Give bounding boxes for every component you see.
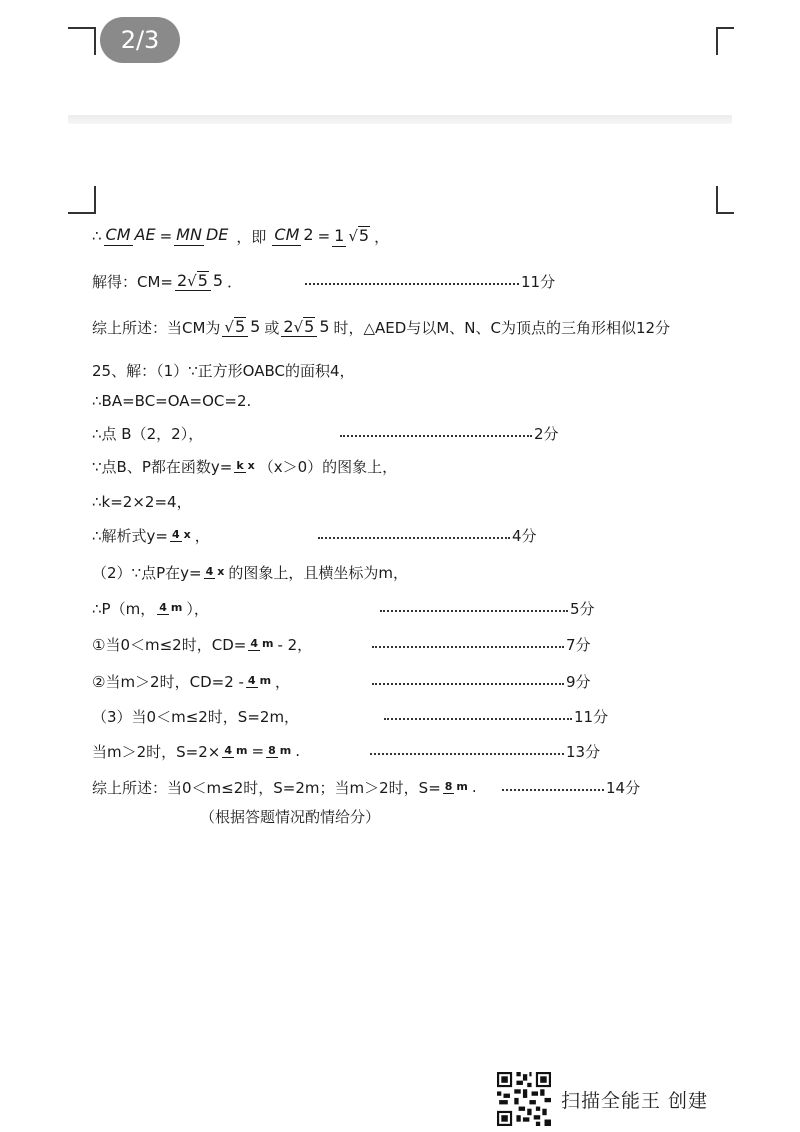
- fraction: [157, 601, 184, 616]
- denominator: 5: [250, 316, 261, 336]
- text: =: [159, 227, 173, 245]
- denominator: [346, 225, 372, 245]
- radicand: 5: [304, 316, 315, 336]
- radical-sign: √: [293, 317, 304, 336]
- score: 14分: [606, 778, 641, 797]
- fraction: [281, 317, 331, 338]
- score-leader: [305, 261, 555, 301]
- numerator: [222, 317, 248, 338]
- fraction: [332, 225, 372, 247]
- text: （x＞0）的图象上，: [258, 457, 398, 476]
- fraction: [266, 744, 293, 759]
- denominator: m: [261, 636, 274, 650]
- denominator: m: [456, 779, 468, 793]
- numerator: MN: [176, 225, 202, 245]
- denominator: AE: [134, 225, 156, 245]
- text: ∴BA=BC=OA=OC=2.: [92, 392, 252, 410]
- score: 5分: [570, 599, 595, 618]
- denominator: m: [170, 600, 183, 614]
- denominator: 5: [319, 316, 330, 336]
- sqrt: [294, 317, 316, 336]
- numerator: CM: [274, 225, 300, 245]
- answer-line: [92, 307, 732, 347]
- denominator: x: [217, 564, 225, 578]
- coefficient: 2: [283, 316, 294, 336]
- scanner-watermark: [497, 1071, 708, 1127]
- fraction: [174, 226, 230, 246]
- fraction: [248, 637, 275, 652]
- numerator: 8: [268, 743, 276, 757]
- denominator: 2: [303, 225, 314, 245]
- numerator: CM: [105, 225, 131, 245]
- text: - 2，: [277, 635, 313, 654]
- text: 当m＞2时，S=2×: [92, 742, 221, 761]
- numerator: 4: [247, 673, 256, 687]
- page-indicator: 2/3: [100, 17, 180, 63]
- numerator: 4: [172, 527, 180, 541]
- text: ①当0＜m≤2时，CD=: [92, 635, 247, 654]
- qr-code-icon: [497, 1072, 551, 1126]
- score: 7分: [566, 635, 591, 654]
- numerator: 1: [334, 226, 345, 246]
- fraction: [175, 271, 225, 292]
- text: 综上所述：当0＜m≤2时，S=2m；当m＞2时，S=: [92, 778, 441, 797]
- fraction: [222, 317, 262, 338]
- text: ，: [374, 227, 390, 246]
- coefficient: 2: [176, 270, 188, 290]
- numerator: 4: [224, 743, 233, 757]
- score-leader: [372, 661, 591, 701]
- text: 解得：CM=: [92, 272, 173, 291]
- text: （3）当0＜m≤2时，S=2m，: [92, 707, 300, 726]
- denominator: m: [279, 743, 292, 757]
- sqrt: [348, 226, 370, 245]
- radical-sign: √: [348, 227, 358, 246]
- text: 时，△AED与以M、N、C为顶点的三角形相似12分: [333, 318, 671, 337]
- dot-leader: [318, 531, 510, 539]
- fraction: [222, 744, 249, 759]
- score: 13分: [566, 742, 601, 761]
- brand-text: 扫描全能王 创建: [561, 1089, 709, 1112]
- denominator: x: [247, 458, 255, 472]
- sqrt: [187, 271, 209, 290]
- fraction: [170, 528, 193, 543]
- numerator: [175, 271, 211, 292]
- score: 11分: [574, 707, 609, 726]
- answer-line: [92, 552, 732, 592]
- dot-leader: [372, 677, 564, 685]
- fraction: [272, 226, 315, 246]
- radicand: 5: [358, 226, 370, 246]
- fraction: [246, 674, 273, 689]
- text: .: [471, 778, 477, 796]
- fraction: [234, 459, 256, 474]
- radical-sign: √: [224, 317, 234, 336]
- denominator: x: [183, 527, 191, 541]
- text: 25、解：（1）∵正方形OABC的面积4，: [92, 361, 355, 380]
- dot-leader: [305, 277, 519, 285]
- radical-sign: √: [187, 271, 197, 290]
- denominator: DE: [205, 225, 229, 245]
- denominator: m: [259, 673, 272, 687]
- radicand: 5: [234, 316, 246, 336]
- score: 4分: [512, 526, 537, 545]
- numerator: k: [236, 458, 244, 472]
- dot-leader: [384, 712, 572, 720]
- score-leader: [370, 731, 600, 771]
- score: 9分: [566, 672, 591, 691]
- text: ，: [275, 672, 291, 691]
- text: 的图象上，且横坐标为m，: [228, 563, 408, 582]
- numerator: 4: [250, 636, 258, 650]
- sqrt: [224, 317, 246, 336]
- score: 11分: [521, 272, 556, 291]
- text: （根据答题情况酌情给分）: [200, 807, 381, 826]
- text: ，即: [236, 227, 267, 246]
- radicand: 5: [197, 270, 208, 290]
- fraction: [204, 565, 227, 580]
- text: 综上所述：当CM为: [92, 318, 221, 337]
- fraction: [443, 780, 470, 795]
- score-leader: [372, 624, 591, 664]
- denominator: 5: [212, 270, 224, 290]
- text: =: [317, 227, 331, 245]
- text: ，: [194, 526, 210, 545]
- numerator: 8: [444, 779, 453, 793]
- score-leader: [384, 696, 608, 736]
- text: ∴k=2×2=4，: [92, 492, 192, 511]
- dot-leader: [370, 747, 564, 755]
- numerator: 4: [159, 600, 167, 614]
- numerator: 4: [205, 564, 214, 578]
- text: ∵点B、P都在函数y=: [92, 457, 233, 476]
- dot-leader: [372, 640, 564, 648]
- text: （2）∵点P在y=: [92, 563, 202, 582]
- text: ．: [227, 272, 243, 291]
- text: ∴点 B（2，2），: [92, 424, 204, 443]
- score: 2分: [534, 424, 559, 443]
- score-leader: [502, 767, 640, 807]
- dot-leader: [380, 604, 568, 612]
- text: 或: [264, 318, 280, 337]
- text: ②当m＞2时，CD=2 -: [92, 672, 244, 691]
- text: ∴解析式y=: [92, 526, 168, 545]
- score-leader: [380, 588, 595, 628]
- text: ∴: [92, 227, 102, 245]
- dot-leader: [340, 429, 532, 437]
- text: .: [295, 742, 300, 760]
- numerator: [281, 317, 317, 338]
- score-leader: [318, 515, 537, 555]
- dot-leader: [502, 783, 604, 791]
- answer-line: [92, 216, 732, 256]
- fraction: [104, 226, 158, 246]
- text: =: [251, 742, 265, 760]
- answer-line: [92, 446, 732, 486]
- denominator: m: [236, 743, 248, 757]
- text: ），: [186, 599, 209, 618]
- grading-note: [200, 796, 500, 836]
- text: ∴P（m，: [92, 599, 156, 618]
